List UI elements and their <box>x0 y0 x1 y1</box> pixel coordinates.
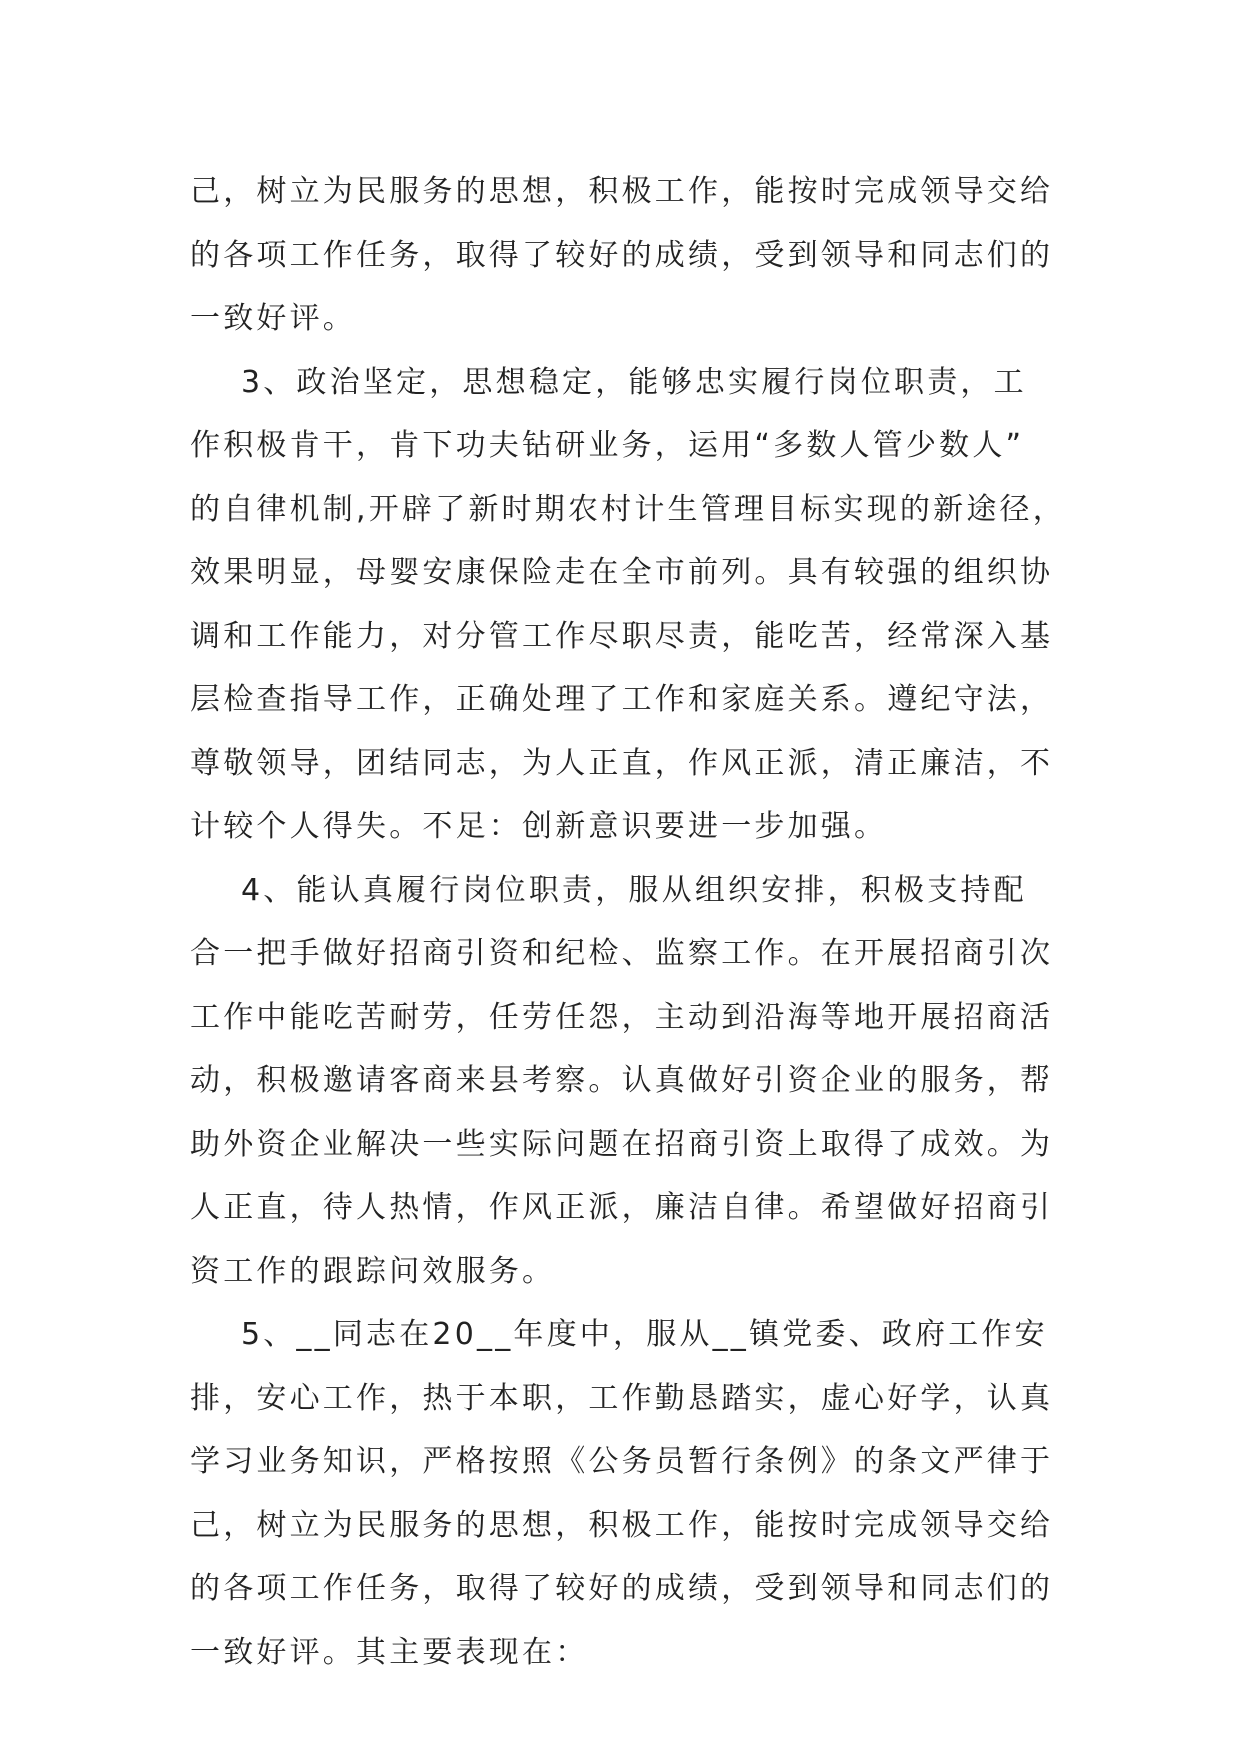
paragraph-4-first-line: 4、能认真履行岗位职责，服从组织安排，积极支持配 <box>190 872 1027 908</box>
text-line: 层检查指导工作，正确处理了工作和家庭关系。遵纪守法， <box>190 682 1054 717</box>
text-line: 计较个人得失。不足：创新意识要进一步加强。 <box>190 809 888 844</box>
text-line: 资工作的跟踪问效服务。 <box>190 1253 556 1289</box>
text-line: 学习业务知识，严格按照《公务员暂行条例》的条文严律于 <box>190 1444 1054 1479</box>
document-body <box>190 160 1070 1684</box>
text-line: 尊敬领导，团结同志，为人正直，作风正派，清正廉洁，不 <box>190 745 1054 781</box>
text-line: 人正直，待人热情，作风正派，廉洁自律。希望做好招商引 <box>190 1190 1054 1225</box>
text-line: 的各项工作任务，取得了较好的成绩，受到领导和同志们的 <box>190 1571 1054 1606</box>
text-line: 一致好评。其主要表现在： <box>190 1634 589 1670</box>
text-line: 排，安心工作，热于本职，工作勤恳踏实，虚心好学，认真 <box>190 1380 1054 1416</box>
text-line: 的各项工作任务，取得了较好的成绩，受到领导和同志们的 <box>190 237 1054 273</box>
text-line: 作积极肯干，肯下功夫钻研业务，运用“多数人管少数人” <box>190 428 1025 463</box>
text-line: 己，树立为民服务的思想，积极工作，能按时完成领导交给 <box>190 1507 1054 1543</box>
text-line: 工作中能吃苦耐劳，任劳任怨，主动到沿海等地开展招商活 <box>190 999 1054 1035</box>
paragraph-5-first-line: 5、__同志在20__年度中，服从__镇党委、政府工作安 <box>190 1317 1048 1352</box>
text-line: 合一把手做好招商引资和纪检、监察工作。在开展招商引次 <box>190 936 1054 971</box>
text-line: 的自律机制,开辟了新时期农村计生管理目标实现的新途径， <box>190 491 1066 527</box>
paragraph-3-first-line: 3、政治坚定，思想稳定，能够忠实履行岗位职责，工 <box>190 364 1027 400</box>
text-line: 助外资企业解决一些实际问题在招商引资上取得了成效。为 <box>190 1126 1054 1162</box>
text-line: 一致好评。 <box>190 301 356 336</box>
text-line: 效果明显，母婴安康保险走在全市前列。具有较强的组织协 <box>190 555 1054 590</box>
text-line: 调和工作能力，对分管工作尽职尽责，能吃苦，经常深入基 <box>190 618 1054 654</box>
text-line: 己，树立为民服务的思想，积极工作，能按时完成领导交给 <box>190 174 1054 209</box>
text-line: 动，积极邀请客商来县考察。认真做好引资企业的服务，帮 <box>190 1063 1054 1098</box>
